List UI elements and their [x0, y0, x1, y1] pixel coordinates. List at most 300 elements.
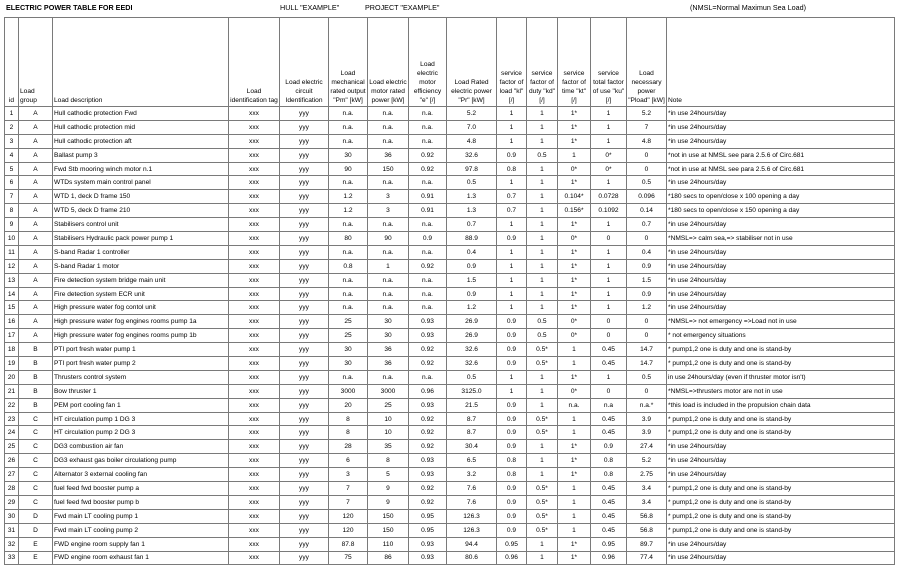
- cell-efficiency[interactable]: n.a.: [409, 120, 447, 134]
- cell-circuit[interactable]: yyy: [280, 259, 329, 273]
- cell-circuit[interactable]: yyy: [280, 273, 329, 287]
- cell-tag[interactable]: xxx: [229, 218, 280, 232]
- cell-motor-power[interactable]: n.a.: [368, 287, 409, 301]
- cell-pm[interactable]: 80: [329, 232, 368, 246]
- cell-kd[interactable]: 0.5*: [527, 357, 558, 371]
- cell-pload[interactable]: 3.9: [627, 412, 667, 426]
- cell-kt[interactable]: 1: [558, 509, 591, 523]
- cell-kl[interactable]: 0.8: [497, 162, 527, 176]
- cell-group[interactable]: C: [19, 412, 53, 426]
- cell-kl[interactable]: 1: [497, 176, 527, 190]
- cell-kl[interactable]: 0.9: [497, 412, 527, 426]
- cell-description[interactable]: WTD 1, deck D frame 150: [53, 190, 229, 204]
- cell-note[interactable]: * pump1,2 one is duty and one is stand-by: [667, 509, 895, 523]
- cell-motor-power[interactable]: 9: [368, 495, 409, 509]
- cell-kl[interactable]: 1: [497, 301, 527, 315]
- cell-kt[interactable]: 1*: [558, 218, 591, 232]
- cell-circuit[interactable]: yyy: [280, 218, 329, 232]
- cell-motor-power[interactable]: 36: [368, 343, 409, 357]
- cell-kd[interactable]: 1: [527, 301, 558, 315]
- cell-motor-power[interactable]: 90: [368, 232, 409, 246]
- cell-kl[interactable]: 1: [497, 107, 527, 121]
- cell-pm[interactable]: 8: [329, 412, 368, 426]
- cell-kl[interactable]: 1: [497, 287, 527, 301]
- cell-kt[interactable]: 1: [558, 357, 591, 371]
- cell-pm[interactable]: 30: [329, 357, 368, 371]
- cell-description[interactable]: DG3 exhaust gas boiler circulationg pump: [53, 454, 229, 468]
- cell-group[interactable]: C: [19, 495, 53, 509]
- cell-kt[interactable]: 1*: [558, 287, 591, 301]
- cell-kl[interactable]: 0.8: [497, 468, 527, 482]
- cell-pm[interactable]: 7: [329, 482, 368, 496]
- cell-pr[interactable]: 88.9: [447, 232, 497, 246]
- cell-description[interactable]: FWD engine room supply fan 1: [53, 537, 229, 551]
- cell-pr[interactable]: 30.4: [447, 440, 497, 454]
- cell-tag[interactable]: xxx: [229, 287, 280, 301]
- cell-ku[interactable]: 1: [591, 273, 627, 287]
- cell-pload[interactable]: 14.7: [627, 343, 667, 357]
- cell-note[interactable]: * pump1,2 one is duty and one is stand-by: [667, 357, 895, 371]
- cell-efficiency[interactable]: 0.95: [409, 509, 447, 523]
- cell-efficiency[interactable]: 0.93: [409, 551, 447, 565]
- cell-pload[interactable]: 0: [627, 148, 667, 162]
- cell-kl[interactable]: 0.9: [497, 440, 527, 454]
- cell-note[interactable]: *this load is included in the propulsion chain data: [667, 398, 895, 412]
- cell-id[interactable]: 15: [5, 301, 19, 315]
- cell-pload[interactable]: 56.8: [627, 509, 667, 523]
- cell-ku[interactable]: 0.45: [591, 357, 627, 371]
- cell-id[interactable]: 3: [5, 134, 19, 148]
- cell-kt[interactable]: 1: [558, 343, 591, 357]
- cell-pr[interactable]: 4.8: [447, 134, 497, 148]
- cell-pm[interactable]: n.a.: [329, 287, 368, 301]
- cell-kl[interactable]: 0.9: [497, 523, 527, 537]
- cell-pload[interactable]: 3.4: [627, 482, 667, 496]
- cell-note[interactable]: *180 secs to open/close x 150 opening a day: [667, 204, 895, 218]
- cell-tag[interactable]: xxx: [229, 273, 280, 287]
- cell-description[interactable]: PTI port fresh water pump 1: [53, 343, 229, 357]
- cell-kt[interactable]: 1: [558, 426, 591, 440]
- cell-note[interactable]: *NMSL=> not emergency =>Load not in use: [667, 315, 895, 329]
- cell-kl[interactable]: 0.95: [497, 537, 527, 551]
- cell-motor-power[interactable]: 10: [368, 412, 409, 426]
- cell-id[interactable]: 1: [5, 107, 19, 121]
- cell-pm[interactable]: 6: [329, 454, 368, 468]
- cell-ku[interactable]: 0.1092: [591, 204, 627, 218]
- cell-kd[interactable]: 1: [527, 190, 558, 204]
- cell-kd[interactable]: 1: [527, 259, 558, 273]
- cell-kd[interactable]: 0.5*: [527, 426, 558, 440]
- cell-pr[interactable]: 21.5: [447, 398, 497, 412]
- cell-ku[interactable]: 0*: [591, 148, 627, 162]
- cell-note[interactable]: *in use 24hours/day: [667, 468, 895, 482]
- cell-note[interactable]: *in use 24hours/day: [667, 440, 895, 454]
- cell-kd[interactable]: 0.5: [527, 315, 558, 329]
- cell-id[interactable]: 19: [5, 357, 19, 371]
- cell-kt[interactable]: 1*: [558, 537, 591, 551]
- cell-description[interactable]: PTI port fresh water pump 2: [53, 357, 229, 371]
- cell-ku[interactable]: 0.45: [591, 426, 627, 440]
- cell-efficiency[interactable]: n.a.: [409, 370, 447, 384]
- cell-description[interactable]: Fwd main LT cooling pump 2: [53, 523, 229, 537]
- cell-pload[interactable]: 77.4: [627, 551, 667, 565]
- cell-note[interactable]: * pump1,2 one is duty and one is stand-by: [667, 482, 895, 496]
- cell-kt[interactable]: 1*: [558, 107, 591, 121]
- cell-kt[interactable]: 1*: [558, 134, 591, 148]
- cell-kl[interactable]: 0.7: [497, 190, 527, 204]
- cell-kd[interactable]: 0.5*: [527, 482, 558, 496]
- cell-group[interactable]: A: [19, 259, 53, 273]
- cell-efficiency[interactable]: 0.92: [409, 412, 447, 426]
- cell-group[interactable]: E: [19, 537, 53, 551]
- cell-description[interactable]: fuel feed fwd booster pump b: [53, 495, 229, 509]
- cell-ku[interactable]: 0: [591, 315, 627, 329]
- cell-efficiency[interactable]: n.a.: [409, 218, 447, 232]
- cell-pload[interactable]: 3.9: [627, 426, 667, 440]
- cell-circuit[interactable]: yyy: [280, 454, 329, 468]
- cell-motor-power[interactable]: 3: [368, 190, 409, 204]
- cell-ku[interactable]: 0.45: [591, 482, 627, 496]
- cell-circuit[interactable]: yyy: [280, 301, 329, 315]
- cell-ku[interactable]: 1: [591, 134, 627, 148]
- cell-kd[interactable]: 1: [527, 273, 558, 287]
- cell-kd[interactable]: 1: [527, 454, 558, 468]
- cell-pm[interactable]: 75: [329, 551, 368, 565]
- cell-pm[interactable]: n.a.: [329, 370, 368, 384]
- cell-description[interactable]: Fwd Stb mooring winch motor n.1: [53, 162, 229, 176]
- cell-kl[interactable]: 1: [497, 245, 527, 259]
- cell-note[interactable]: in use 24hours/day (even if thruster motor isn't): [667, 370, 895, 384]
- cell-note[interactable]: *in use 24hours/day: [667, 134, 895, 148]
- cell-tag[interactable]: xxx: [229, 343, 280, 357]
- cell-id[interactable]: 13: [5, 273, 19, 287]
- cell-efficiency[interactable]: 0.92: [409, 259, 447, 273]
- cell-motor-power[interactable]: 36: [368, 357, 409, 371]
- cell-efficiency[interactable]: 0.92: [409, 343, 447, 357]
- cell-tag[interactable]: xxx: [229, 204, 280, 218]
- cell-tag[interactable]: xxx: [229, 315, 280, 329]
- cell-pload[interactable]: 0.9: [627, 287, 667, 301]
- cell-circuit[interactable]: yyy: [280, 190, 329, 204]
- cell-kl[interactable]: 0.9: [497, 232, 527, 246]
- cell-efficiency[interactable]: n.a.: [409, 134, 447, 148]
- cell-pr[interactable]: 0.9: [447, 259, 497, 273]
- cell-kt[interactable]: 1: [558, 482, 591, 496]
- cell-tag[interactable]: xxx: [229, 329, 280, 343]
- cell-ku[interactable]: 0.0728: [591, 190, 627, 204]
- cell-description[interactable]: High pressure water fog engines rooms pump 1a: [53, 315, 229, 329]
- cell-kd[interactable]: 1: [527, 245, 558, 259]
- cell-pload[interactable]: 0.7: [627, 218, 667, 232]
- cell-circuit[interactable]: yyy: [280, 343, 329, 357]
- cell-efficiency[interactable]: 0.93: [409, 398, 447, 412]
- cell-note[interactable]: *in use 24hours/day: [667, 454, 895, 468]
- cell-kd[interactable]: 1: [527, 218, 558, 232]
- cell-id[interactable]: 32: [5, 537, 19, 551]
- cell-id[interactable]: 11: [5, 245, 19, 259]
- cell-circuit[interactable]: yyy: [280, 120, 329, 134]
- cell-group[interactable]: B: [19, 370, 53, 384]
- cell-tag[interactable]: xxx: [229, 107, 280, 121]
- cell-efficiency[interactable]: n.a.: [409, 301, 447, 315]
- cell-note[interactable]: * not emergency situations: [667, 329, 895, 343]
- cell-description[interactable]: Thrusters control system: [53, 370, 229, 384]
- cell-kd[interactable]: 0.5*: [527, 509, 558, 523]
- cell-pload[interactable]: 0: [627, 384, 667, 398]
- cell-kl[interactable]: 0.9: [497, 426, 527, 440]
- cell-pr[interactable]: 1.2: [447, 301, 497, 315]
- cell-kt[interactable]: 1*: [558, 259, 591, 273]
- cell-note[interactable]: *in use 24hours/day: [667, 218, 895, 232]
- cell-pm[interactable]: 3000: [329, 384, 368, 398]
- cell-circuit[interactable]: yyy: [280, 412, 329, 426]
- cell-circuit[interactable]: yyy: [280, 398, 329, 412]
- cell-group[interactable]: A: [19, 329, 53, 343]
- cell-kd[interactable]: 1: [527, 176, 558, 190]
- cell-group[interactable]: A: [19, 315, 53, 329]
- cell-kd[interactable]: 1: [527, 468, 558, 482]
- cell-group[interactable]: A: [19, 176, 53, 190]
- cell-circuit[interactable]: yyy: [280, 509, 329, 523]
- cell-motor-power[interactable]: n.a.: [368, 301, 409, 315]
- cell-circuit[interactable]: yyy: [280, 162, 329, 176]
- cell-group[interactable]: A: [19, 218, 53, 232]
- cell-kt[interactable]: 1*: [558, 245, 591, 259]
- cell-group[interactable]: C: [19, 468, 53, 482]
- cell-ku[interactable]: 1: [591, 107, 627, 121]
- cell-kt[interactable]: 0*: [558, 384, 591, 398]
- cell-motor-power[interactable]: 36: [368, 148, 409, 162]
- cell-ku[interactable]: 1: [591, 218, 627, 232]
- cell-note[interactable]: *NMSL=>thrusters motor are not in use: [667, 384, 895, 398]
- cell-pr[interactable]: 3.2: [447, 468, 497, 482]
- cell-pr[interactable]: 94.4: [447, 537, 497, 551]
- cell-efficiency[interactable]: 0.93: [409, 468, 447, 482]
- cell-tag[interactable]: xxx: [229, 426, 280, 440]
- cell-efficiency[interactable]: 0.9: [409, 232, 447, 246]
- cell-circuit[interactable]: yyy: [280, 537, 329, 551]
- cell-group[interactable]: B: [19, 343, 53, 357]
- cell-ku[interactable]: n.a: [591, 398, 627, 412]
- cell-motor-power[interactable]: n.a.: [368, 245, 409, 259]
- cell-efficiency[interactable]: n.a.: [409, 176, 447, 190]
- cell-circuit[interactable]: yyy: [280, 523, 329, 537]
- cell-pload[interactable]: 0.5: [627, 176, 667, 190]
- cell-kd[interactable]: 0.5*: [527, 523, 558, 537]
- cell-id[interactable]: 28: [5, 482, 19, 496]
- cell-group[interactable]: A: [19, 190, 53, 204]
- cell-tag[interactable]: xxx: [229, 301, 280, 315]
- cell-description[interactable]: Fire detection system ECR unit: [53, 287, 229, 301]
- cell-motor-power[interactable]: 8: [368, 454, 409, 468]
- cell-efficiency[interactable]: n.a.: [409, 273, 447, 287]
- cell-id[interactable]: 23: [5, 412, 19, 426]
- cell-ku[interactable]: 1: [591, 301, 627, 315]
- cell-kl[interactable]: 1: [497, 134, 527, 148]
- cell-pload[interactable]: 0.096: [627, 190, 667, 204]
- cell-kd[interactable]: 1: [527, 120, 558, 134]
- cell-group[interactable]: A: [19, 301, 53, 315]
- cell-note[interactable]: *in use 24hours/day: [667, 301, 895, 315]
- cell-pm[interactable]: 28: [329, 440, 368, 454]
- cell-group[interactable]: A: [19, 120, 53, 134]
- cell-circuit[interactable]: yyy: [280, 329, 329, 343]
- cell-pr[interactable]: 80.6: [447, 551, 497, 565]
- cell-group[interactable]: A: [19, 134, 53, 148]
- cell-id[interactable]: 8: [5, 204, 19, 218]
- cell-motor-power[interactable]: n.a.: [368, 273, 409, 287]
- cell-description[interactable]: WTDs system main control panel: [53, 176, 229, 190]
- cell-ku[interactable]: 0: [591, 232, 627, 246]
- cell-pr[interactable]: 1.3: [447, 204, 497, 218]
- cell-group[interactable]: D: [19, 509, 53, 523]
- cell-description[interactable]: HT circulation pump 2 DG 3: [53, 426, 229, 440]
- cell-id[interactable]: 20: [5, 370, 19, 384]
- cell-pload[interactable]: 0: [627, 315, 667, 329]
- cell-id[interactable]: 26: [5, 454, 19, 468]
- cell-note[interactable]: *in use 24hours/day: [667, 273, 895, 287]
- cell-efficiency[interactable]: 0.93: [409, 315, 447, 329]
- cell-description[interactable]: fuel feed fwd booster pump a: [53, 482, 229, 496]
- cell-group[interactable]: B: [19, 398, 53, 412]
- cell-pm[interactable]: n.a.: [329, 245, 368, 259]
- cell-description[interactable]: Alternator 3 external cooling fan: [53, 468, 229, 482]
- cell-group[interactable]: C: [19, 440, 53, 454]
- cell-id[interactable]: 22: [5, 398, 19, 412]
- cell-efficiency[interactable]: 0.92: [409, 162, 447, 176]
- cell-pr[interactable]: 0.9: [447, 287, 497, 301]
- cell-motor-power[interactable]: n.a.: [368, 218, 409, 232]
- cell-pr[interactable]: 32.6: [447, 343, 497, 357]
- cell-motor-power[interactable]: n.a.: [368, 176, 409, 190]
- cell-group[interactable]: D: [19, 523, 53, 537]
- cell-description[interactable]: Bow thruster 1: [53, 384, 229, 398]
- cell-pm[interactable]: 7: [329, 495, 368, 509]
- cell-kt[interactable]: 0.104*: [558, 190, 591, 204]
- cell-kd[interactable]: 0.5*: [527, 343, 558, 357]
- cell-circuit[interactable]: yyy: [280, 245, 329, 259]
- cell-id[interactable]: 21: [5, 384, 19, 398]
- cell-kl[interactable]: 0.9: [497, 495, 527, 509]
- cell-efficiency[interactable]: n.a.: [409, 245, 447, 259]
- cell-kd[interactable]: 0.5: [527, 148, 558, 162]
- cell-kl[interactable]: 0.96: [497, 551, 527, 565]
- cell-kt[interactable]: 1*: [558, 301, 591, 315]
- cell-pload[interactable]: 27.4: [627, 440, 667, 454]
- cell-pr[interactable]: 7.6: [447, 495, 497, 509]
- cell-pm[interactable]: n.a.: [329, 273, 368, 287]
- cell-note[interactable]: *in use 24hours/day: [667, 176, 895, 190]
- cell-note[interactable]: *in use 24hours/day: [667, 551, 895, 565]
- cell-kt[interactable]: 1*: [558, 273, 591, 287]
- cell-tag[interactable]: xxx: [229, 190, 280, 204]
- cell-description[interactable]: Fwd main LT cooling pump 1: [53, 509, 229, 523]
- cell-note[interactable]: *180 secs to open/close x 100 opening a day: [667, 190, 895, 204]
- cell-efficiency[interactable]: n.a.: [409, 107, 447, 121]
- cell-kd[interactable]: 1: [527, 134, 558, 148]
- cell-kl[interactable]: 1: [497, 384, 527, 398]
- cell-pm[interactable]: n.a.: [329, 218, 368, 232]
- cell-tag[interactable]: xxx: [229, 245, 280, 259]
- cell-pload[interactable]: 89.7: [627, 537, 667, 551]
- cell-id[interactable]: 18: [5, 343, 19, 357]
- cell-tag[interactable]: xxx: [229, 357, 280, 371]
- cell-pr[interactable]: 0.5: [447, 370, 497, 384]
- cell-group[interactable]: E: [19, 551, 53, 565]
- cell-group[interactable]: A: [19, 245, 53, 259]
- cell-pr[interactable]: 5.2: [447, 107, 497, 121]
- cell-efficiency[interactable]: 0.92: [409, 482, 447, 496]
- cell-circuit[interactable]: yyy: [280, 440, 329, 454]
- cell-id[interactable]: 25: [5, 440, 19, 454]
- cell-id[interactable]: 2: [5, 120, 19, 134]
- cell-efficiency[interactable]: 0.92: [409, 148, 447, 162]
- cell-description[interactable]: High pressure water fog contol unit: [53, 301, 229, 315]
- cell-pm[interactable]: 0.8: [329, 259, 368, 273]
- cell-pload[interactable]: 0.14: [627, 204, 667, 218]
- cell-description[interactable]: High pressure water fog engines rooms pump 1b: [53, 329, 229, 343]
- cell-kl[interactable]: 0.7: [497, 204, 527, 218]
- cell-tag[interactable]: xxx: [229, 232, 280, 246]
- cell-motor-power[interactable]: n.a.: [368, 134, 409, 148]
- cell-motor-power[interactable]: 1: [368, 259, 409, 273]
- cell-pm[interactable]: 30: [329, 343, 368, 357]
- cell-efficiency[interactable]: 0.93: [409, 329, 447, 343]
- cell-efficiency[interactable]: 0.92: [409, 426, 447, 440]
- cell-circuit[interactable]: yyy: [280, 482, 329, 496]
- cell-kt[interactable]: 0*: [558, 329, 591, 343]
- cell-circuit[interactable]: yyy: [280, 148, 329, 162]
- cell-group[interactable]: C: [19, 426, 53, 440]
- cell-pr[interactable]: 7.6: [447, 482, 497, 496]
- cell-efficiency[interactable]: 0.91: [409, 204, 447, 218]
- cell-pr[interactable]: 3125.0: [447, 384, 497, 398]
- cell-id[interactable]: 14: [5, 287, 19, 301]
- cell-description[interactable]: S-band Radar 1 controller: [53, 245, 229, 259]
- cell-ku[interactable]: 0.45: [591, 495, 627, 509]
- cell-note[interactable]: *in use 24hours/day: [667, 287, 895, 301]
- cell-pr[interactable]: 97.8: [447, 162, 497, 176]
- cell-kt[interactable]: 0*: [558, 162, 591, 176]
- cell-id[interactable]: 4: [5, 148, 19, 162]
- cell-ku[interactable]: 0.45: [591, 343, 627, 357]
- cell-tag[interactable]: xxx: [229, 468, 280, 482]
- cell-tag[interactable]: xxx: [229, 523, 280, 537]
- cell-kd[interactable]: 0.5: [527, 329, 558, 343]
- cell-motor-power[interactable]: 25: [368, 398, 409, 412]
- cell-pr[interactable]: 1.3: [447, 190, 497, 204]
- cell-group[interactable]: A: [19, 287, 53, 301]
- cell-pm[interactable]: 8: [329, 426, 368, 440]
- cell-group[interactable]: A: [19, 232, 53, 246]
- cell-description[interactable]: DG3 combustion air fan: [53, 440, 229, 454]
- cell-kd[interactable]: 1: [527, 162, 558, 176]
- cell-kt[interactable]: 1*: [558, 454, 591, 468]
- cell-circuit[interactable]: yyy: [280, 495, 329, 509]
- cell-tag[interactable]: xxx: [229, 509, 280, 523]
- cell-note[interactable]: *in use 24hours/day: [667, 259, 895, 273]
- cell-kl[interactable]: 1: [497, 259, 527, 273]
- cell-pload[interactable]: 56.8: [627, 523, 667, 537]
- cell-description[interactable]: Hull cathodic protection Fwd: [53, 107, 229, 121]
- cell-kd[interactable]: 0.5*: [527, 495, 558, 509]
- cell-kl[interactable]: 0.9: [497, 509, 527, 523]
- cell-efficiency[interactable]: 0.93: [409, 454, 447, 468]
- cell-kl[interactable]: 0.9: [497, 343, 527, 357]
- cell-pload[interactable]: 0.4: [627, 245, 667, 259]
- cell-pload[interactable]: 0: [627, 329, 667, 343]
- cell-tag[interactable]: xxx: [229, 482, 280, 496]
